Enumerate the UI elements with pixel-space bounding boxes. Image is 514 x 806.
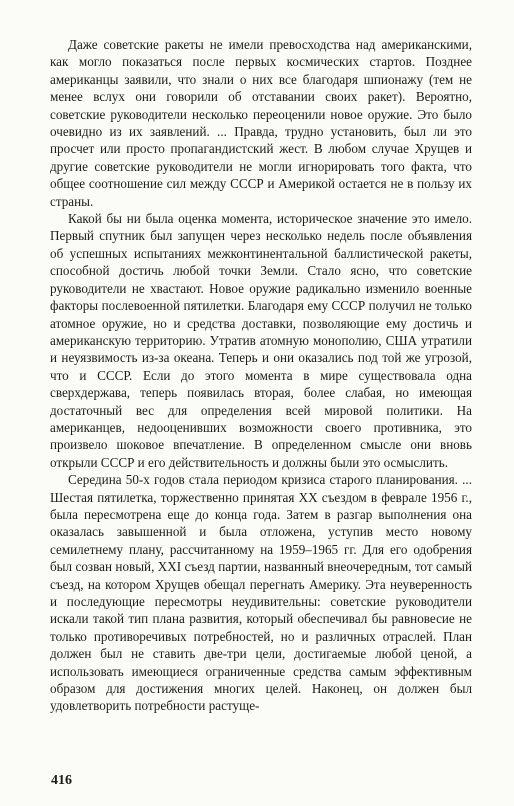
paragraph-planning-crisis: Середина 50-х годов стала периодом кризиса старого планирования. ... Шестая пятилетка, торжественно принятая XX съездом в феврале 1956 г., была пересмотрена еще до конца года. Затем в разгар выполнения она оказалась завышенной и была отложена, уступив место новому семилетнему плану, рассчитанному на 1959–1965 гг. Для его одобрения был созван новый, XXI съезд партии, названный внеочередным, тот самый съезд, на котором Хрущев обещал перегнать Америку. Эта неуверенность и последующие пересмотры неудивительны: советские руководители искали такой тип плана развития, который обеспечивал бы равновесие не только противоречивых потребностей, но и различных отраслей. План должен был не ставить две-три цели, достигаемые любой ценой, а использовать имеющиеся ограниченные средства самым эффективным образом для достижения многих целей. Наконец, он должен был удовлетворить потребности растуще- — [50, 472, 472, 714]
page-number: 416 — [51, 773, 72, 788]
paragraph-soviet-rockets: Даже советские ракеты не имели превосходства над американскими, как могло показаться после первых космических стартов. Позднее американцы заявили, что знали о них все благодаря шпионажу (тем не менее вслух они говорили об отставании своих ракет). Вероятно, советские руководители несколько переоценили новое оружие. Это было очевидно из их заявлений. ... Правда, трудно установить, был ли это просчет или просто пропагандистский жест. В любом случае Хрущев и другие советские руководители не могли игнорировать того факта, что общее соотношение сил между СССР и Америкой остается не в пользу их страны. — [50, 37, 472, 209]
paragraph-historical-significance: Какой бы ни была оценка момента, историческое значение это имело. Первый спутник был запущен через несколько недель после объявления об успешных испытаниях межконтинентальной баллистической ракеты, способной достичь любой точки Земли. Стало ясно, что советские руководители не хвастают. Новое оружие радикально изменило военные факторы послевоенной пятилетки. Благодаря ему СССР получил не только атомное оружие, но и средства доставки, позволяющие ему достичь и американскую территорию. Утратив атомную монополию, США утратили и неуязвимость из-за океана. Теперь и они оказались под той же угрозой, что и СССР. Если до этого момента в мире существовала одна сверхдержава, теперь появилась вторая, более слабая, но имеющая достаточный вес для определения всей мировой политики. На американцев, недооценивших возможности своего противника, это произвело шоковое впечатление. В определенном смысле они вновь открыли СССР и его действительность и должны были это осмыслить. — [50, 211, 472, 470]
body-text — [50, 36, 472, 715]
